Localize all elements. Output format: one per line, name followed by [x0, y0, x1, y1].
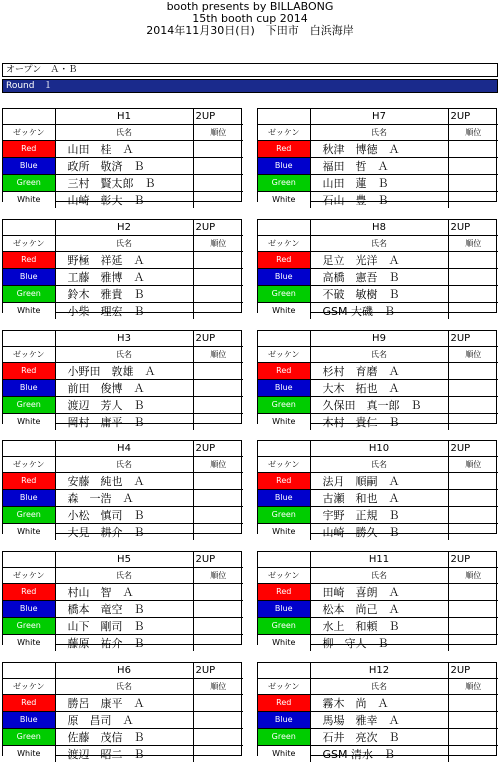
jersey-color: Blue [3, 711, 55, 728]
heat-corner [3, 441, 55, 457]
rider-row [3, 396, 243, 413]
rider-rank [193, 191, 243, 208]
heat-name: H2 [55, 220, 193, 236]
zekken-header: ゼッケン [3, 457, 55, 473]
rider-rank [193, 728, 243, 745]
rider-name: 霧木 尚 Ａ [310, 694, 448, 711]
jersey-color: Red [258, 251, 310, 268]
rider-row [258, 600, 498, 617]
jersey-color: Blue [3, 268, 55, 285]
jersey-color: White [3, 745, 55, 762]
heat-advance: 2UP [193, 220, 243, 236]
rider-row [258, 728, 498, 745]
rider-rank [448, 268, 498, 285]
rider-row [258, 506, 498, 523]
heat-box [257, 440, 497, 539]
heat-corner [258, 109, 310, 125]
rider-row [258, 523, 498, 540]
rider-row [3, 140, 243, 157]
heat-name: H9 [310, 331, 448, 347]
heat-name: H6 [55, 663, 193, 679]
rank-header: 順位 [193, 236, 243, 252]
rider-name: 安藤 純也 Ａ [55, 472, 193, 489]
header-line-event: 15th booth cup 2014 [192, 12, 308, 25]
rider-row [3, 617, 243, 634]
heat-advance: 2UP [448, 552, 498, 568]
rider-name: 森 一浩 Ａ [55, 489, 193, 506]
rider-rank [193, 302, 243, 319]
rider-name: 野極 祥延 Ａ [55, 251, 193, 268]
rank-header: 順位 [193, 347, 243, 363]
zekken-header: ゼッケン [258, 236, 310, 252]
jersey-color: White [3, 523, 55, 540]
zekken-header: ゼッケン [258, 125, 310, 141]
rider-name: 政所 敬済 Ｂ [55, 157, 193, 174]
name-header: 氏名 [310, 347, 448, 363]
heat-corner [258, 331, 310, 347]
jersey-color: Red [258, 472, 310, 489]
jersey-color: Blue [258, 379, 310, 396]
jersey-color: White [3, 302, 55, 319]
heat-corner [258, 441, 310, 457]
zekken-header: ゼッケン [3, 347, 55, 363]
heat-advance: 2UP [193, 441, 243, 457]
rider-rank [448, 634, 498, 651]
jersey-color: Green [3, 174, 55, 191]
rider-rank [193, 174, 243, 191]
rider-rank [193, 472, 243, 489]
jersey-color: Green [3, 506, 55, 523]
jersey-color: Blue [258, 711, 310, 728]
rider-row [258, 191, 498, 208]
jersey-color: White [258, 634, 310, 651]
rider-rank [193, 285, 243, 302]
rider-rank [448, 362, 498, 379]
rider-rank [193, 600, 243, 617]
heat-advance: 2UP [448, 441, 498, 457]
heat-name: H7 [310, 109, 448, 125]
rider-name: 田崎 喜朗 Ａ [310, 583, 448, 600]
heat-advance: 2UP [193, 331, 243, 347]
heat-advance: 2UP [448, 663, 498, 679]
rider-name: 渡辺 昭二 Ｂ [55, 745, 193, 762]
rider-row [258, 362, 498, 379]
name-header: 氏名 [55, 679, 193, 695]
rider-name: 村山 智 Ａ [55, 583, 193, 600]
rider-row [3, 472, 243, 489]
rank-header: 順位 [448, 568, 498, 584]
rider-rank [448, 174, 498, 191]
rider-name: 宇野 正規 Ｂ [310, 506, 448, 523]
jersey-color: Green [258, 285, 310, 302]
rider-rank [448, 506, 498, 523]
jersey-color: Red [3, 583, 55, 600]
zekken-header: ゼッケン [258, 457, 310, 473]
heat-advance: 2UP [193, 552, 243, 568]
rider-rank [448, 583, 498, 600]
rider-rank [448, 191, 498, 208]
heat-box [2, 662, 242, 761]
rider-row [3, 285, 243, 302]
rider-row [258, 379, 498, 396]
rider-row [258, 745, 498, 762]
jersey-color: Blue [258, 157, 310, 174]
rank-header: 順位 [193, 679, 243, 695]
rider-rank [193, 268, 243, 285]
rider-name: 三村 賢太郎 Ｂ [55, 174, 193, 191]
rider-rank [193, 157, 243, 174]
round-bar: Round １ [2, 79, 498, 93]
heat-box [2, 440, 242, 539]
rider-rank [193, 634, 243, 651]
rider-row [258, 396, 498, 413]
rank-header: 順位 [448, 236, 498, 252]
jersey-color: White [3, 191, 55, 208]
rider-rank [448, 617, 498, 634]
rider-rank [448, 728, 498, 745]
jersey-color: Blue [3, 157, 55, 174]
rider-rank [448, 396, 498, 413]
division-bar: オープン Ａ・Ｂ [2, 63, 498, 77]
jersey-color: White [258, 745, 310, 762]
rider-rank [448, 472, 498, 489]
rider-rank [448, 523, 498, 540]
rider-name: 原 昌司 Ａ [55, 711, 193, 728]
rider-name: 山田 蓮 Ｂ [310, 174, 448, 191]
rider-name: 久保田 真一郎 Ｂ [310, 396, 448, 413]
jersey-color: Blue [3, 379, 55, 396]
heat-name: H3 [55, 331, 193, 347]
heat-corner [3, 331, 55, 347]
zekken-header: ゼッケン [3, 679, 55, 695]
rider-name: 山田 桂 Ａ [55, 140, 193, 157]
name-header: 氏名 [55, 125, 193, 141]
rider-name: 藤原 祐介 Ｂ [55, 634, 193, 651]
rider-rank [193, 413, 243, 430]
rider-row [3, 268, 243, 285]
rider-name: 水上 和頼 Ｂ [310, 617, 448, 634]
rider-row [3, 251, 243, 268]
heat-corner [3, 220, 55, 236]
rider-name: 柳 守人 Ｂ [310, 634, 448, 651]
heat-advance: 2UP [193, 109, 243, 125]
rider-row [258, 583, 498, 600]
heat-corner [258, 552, 310, 568]
heat-advance: 2UP [448, 109, 498, 125]
rider-rank [448, 251, 498, 268]
zekken-header: ゼッケン [258, 568, 310, 584]
rider-rank [448, 489, 498, 506]
heat-box [2, 551, 242, 650]
heat-name: H10 [310, 441, 448, 457]
heat-corner [3, 109, 55, 125]
rider-row [258, 489, 498, 506]
rider-row [3, 728, 243, 745]
heat-corner [258, 220, 310, 236]
jersey-color: Red [258, 362, 310, 379]
rank-header: 順位 [448, 679, 498, 695]
header-line-date-venue: 2014年11月30日(日) 下田市 白浜海岸 [146, 24, 354, 37]
heat-box [257, 551, 497, 650]
jersey-color: Green [3, 396, 55, 413]
heat-name: H1 [55, 109, 193, 125]
rider-row [258, 302, 498, 319]
rider-name: 秋津 博徳 Ａ [310, 140, 448, 157]
rider-name: 渡辺 芳人 Ｂ [55, 396, 193, 413]
heat-name: H8 [310, 220, 448, 236]
jersey-color: Blue [258, 489, 310, 506]
rider-name: 松本 尚己 Ａ [310, 600, 448, 617]
rider-rank [193, 583, 243, 600]
rider-rank [448, 379, 498, 396]
rider-row [258, 472, 498, 489]
rider-name: GSM 大磯 Ｂ [310, 302, 448, 319]
jersey-color: Green [258, 728, 310, 745]
rider-name: 石山 豊 Ｂ [310, 191, 448, 208]
jersey-color: Blue [258, 268, 310, 285]
rider-row [3, 745, 243, 762]
name-header: 氏名 [310, 125, 448, 141]
rider-name: 小野田 敦雄 Ａ [55, 362, 193, 379]
rider-name: 大木 拓也 Ａ [310, 379, 448, 396]
jersey-color: Red [258, 694, 310, 711]
rider-row [258, 711, 498, 728]
heat-name: H12 [310, 663, 448, 679]
jersey-color: Red [3, 251, 55, 268]
rider-rank [193, 251, 243, 268]
jersey-color: Blue [3, 489, 55, 506]
rider-rank [193, 745, 243, 762]
rider-row [3, 506, 243, 523]
heat-advance: 2UP [448, 220, 498, 236]
rider-name: 小松 慎司 Ｂ [55, 506, 193, 523]
name-header: 氏名 [310, 568, 448, 584]
rider-rank [448, 157, 498, 174]
zekken-header: ゼッケン [3, 236, 55, 252]
jersey-color: Red [3, 472, 55, 489]
heat-box [2, 219, 242, 318]
header-line-sponsor: booth presents by BILLABONG [166, 0, 334, 13]
jersey-color: Red [3, 140, 55, 157]
heat-name: H4 [55, 441, 193, 457]
heat-corner [3, 552, 55, 568]
name-header: 氏名 [310, 457, 448, 473]
zekken-header: ゼッケン [258, 679, 310, 695]
rider-rank [448, 694, 498, 711]
jersey-color: Red [258, 583, 310, 600]
jersey-color: White [258, 302, 310, 319]
name-header: 氏名 [55, 236, 193, 252]
jersey-color: Blue [258, 600, 310, 617]
rider-name: 高橋 憲吾 Ｂ [310, 268, 448, 285]
rider-row [258, 285, 498, 302]
rider-row [258, 413, 498, 430]
rider-name: 足立 光洋 Ａ [310, 251, 448, 268]
rider-name: 前田 俊博 Ａ [55, 379, 193, 396]
heat-name: H11 [310, 552, 448, 568]
name-header: 氏名 [55, 347, 193, 363]
rank-header: 順位 [193, 125, 243, 141]
rider-name: 古瀬 和也 Ａ [310, 489, 448, 506]
rider-row [258, 251, 498, 268]
zekken-header: ゼッケン [3, 568, 55, 584]
rider-rank [448, 745, 498, 762]
heat-box [257, 330, 497, 429]
zekken-header: ゼッケン [258, 347, 310, 363]
rider-name: 木村 貴仁 Ｂ [310, 413, 448, 430]
rider-name: 山下 剛司 Ｂ [55, 617, 193, 634]
name-header: 氏名 [55, 568, 193, 584]
rider-rank [193, 523, 243, 540]
rider-name: 法月 順嗣 Ａ [310, 472, 448, 489]
heat-box [257, 662, 497, 761]
rider-row [258, 174, 498, 191]
rider-row [258, 140, 498, 157]
jersey-color: Red [258, 140, 310, 157]
jersey-color: White [3, 634, 55, 651]
rider-row [3, 634, 243, 651]
rider-rank [193, 362, 243, 379]
rider-row [3, 489, 243, 506]
rider-row [3, 600, 243, 617]
rider-name: 佐藤 茂信 Ｂ [55, 728, 193, 745]
rider-rank [193, 140, 243, 157]
name-header: 氏名 [310, 679, 448, 695]
heat-box [2, 330, 242, 429]
rider-rank [193, 506, 243, 523]
rider-rank [193, 489, 243, 506]
rider-name: 小柴 理宏 Ｂ [55, 302, 193, 319]
rider-name: 勝呂 康平 Ａ [55, 694, 193, 711]
jersey-color: White [3, 413, 55, 430]
name-header: 氏名 [55, 457, 193, 473]
heat-corner [258, 663, 310, 679]
zekken-header: ゼッケン [3, 125, 55, 141]
rider-rank [448, 140, 498, 157]
name-header: 氏名 [310, 236, 448, 252]
jersey-color: Blue [3, 600, 55, 617]
jersey-color: Green [258, 174, 310, 191]
rider-name: 馬場 雅幸 Ａ [310, 711, 448, 728]
rider-rank [193, 396, 243, 413]
rider-name: GSM 清水 Ｂ [310, 745, 448, 762]
jersey-color: Green [258, 396, 310, 413]
rider-rank [448, 302, 498, 319]
rider-name: 石井 亮次 Ｂ [310, 728, 448, 745]
rank-header: 順位 [448, 347, 498, 363]
rider-row [3, 362, 243, 379]
rank-header: 順位 [448, 457, 498, 473]
rider-row [3, 157, 243, 174]
heat-box [2, 108, 242, 207]
jersey-color: Green [258, 617, 310, 634]
rider-row [3, 191, 243, 208]
rider-row [258, 634, 498, 651]
jersey-color: White [258, 191, 310, 208]
rider-rank [193, 711, 243, 728]
rider-name: 山崎 勝久 Ｂ [310, 523, 448, 540]
rider-name: 岡村 庸平 Ｂ [55, 413, 193, 430]
rider-name: 大見 耕介 Ｂ [55, 523, 193, 540]
rider-rank [193, 694, 243, 711]
heat-corner [3, 663, 55, 679]
rider-rank [448, 285, 498, 302]
rider-row [3, 302, 243, 319]
rank-header: 順位 [193, 457, 243, 473]
jersey-color: Red [3, 694, 55, 711]
rider-rank [193, 379, 243, 396]
rider-row [3, 694, 243, 711]
jersey-color: White [258, 523, 310, 540]
heat-name: H5 [55, 552, 193, 568]
heat-box [257, 219, 497, 318]
rider-row [258, 617, 498, 634]
rider-row [258, 694, 498, 711]
heat-advance: 2UP [448, 331, 498, 347]
page-header [0, 0, 500, 37]
rider-name: 杉村 育磨 Ａ [310, 362, 448, 379]
rider-name: 福田 哲 Ａ [310, 157, 448, 174]
heat-advance: 2UP [193, 663, 243, 679]
rider-rank [448, 711, 498, 728]
rider-row [258, 157, 498, 174]
jersey-color: Red [3, 362, 55, 379]
rider-name: 工藤 雅博 Ａ [55, 268, 193, 285]
rider-rank [193, 617, 243, 634]
jersey-color: Green [3, 728, 55, 745]
jersey-color: White [258, 413, 310, 430]
rider-row [3, 379, 243, 396]
rider-row [3, 174, 243, 191]
rider-name: 不破 敏樹 Ｂ [310, 285, 448, 302]
rider-row [3, 711, 243, 728]
jersey-color: Green [258, 506, 310, 523]
rank-header: 順位 [193, 568, 243, 584]
rider-rank [448, 413, 498, 430]
rider-name: 鈴木 雅貴 Ｂ [55, 285, 193, 302]
heat-box [257, 108, 497, 207]
rider-row [258, 268, 498, 285]
jersey-color: Green [3, 617, 55, 634]
rider-name: 橋本 竜空 Ｂ [55, 600, 193, 617]
rider-rank [448, 600, 498, 617]
rider-name: 山崎 彰大 Ｂ [55, 191, 193, 208]
rider-row [3, 583, 243, 600]
rider-row [3, 413, 243, 430]
rank-header: 順位 [448, 125, 498, 141]
rider-row [3, 523, 243, 540]
jersey-color: Green [3, 285, 55, 302]
